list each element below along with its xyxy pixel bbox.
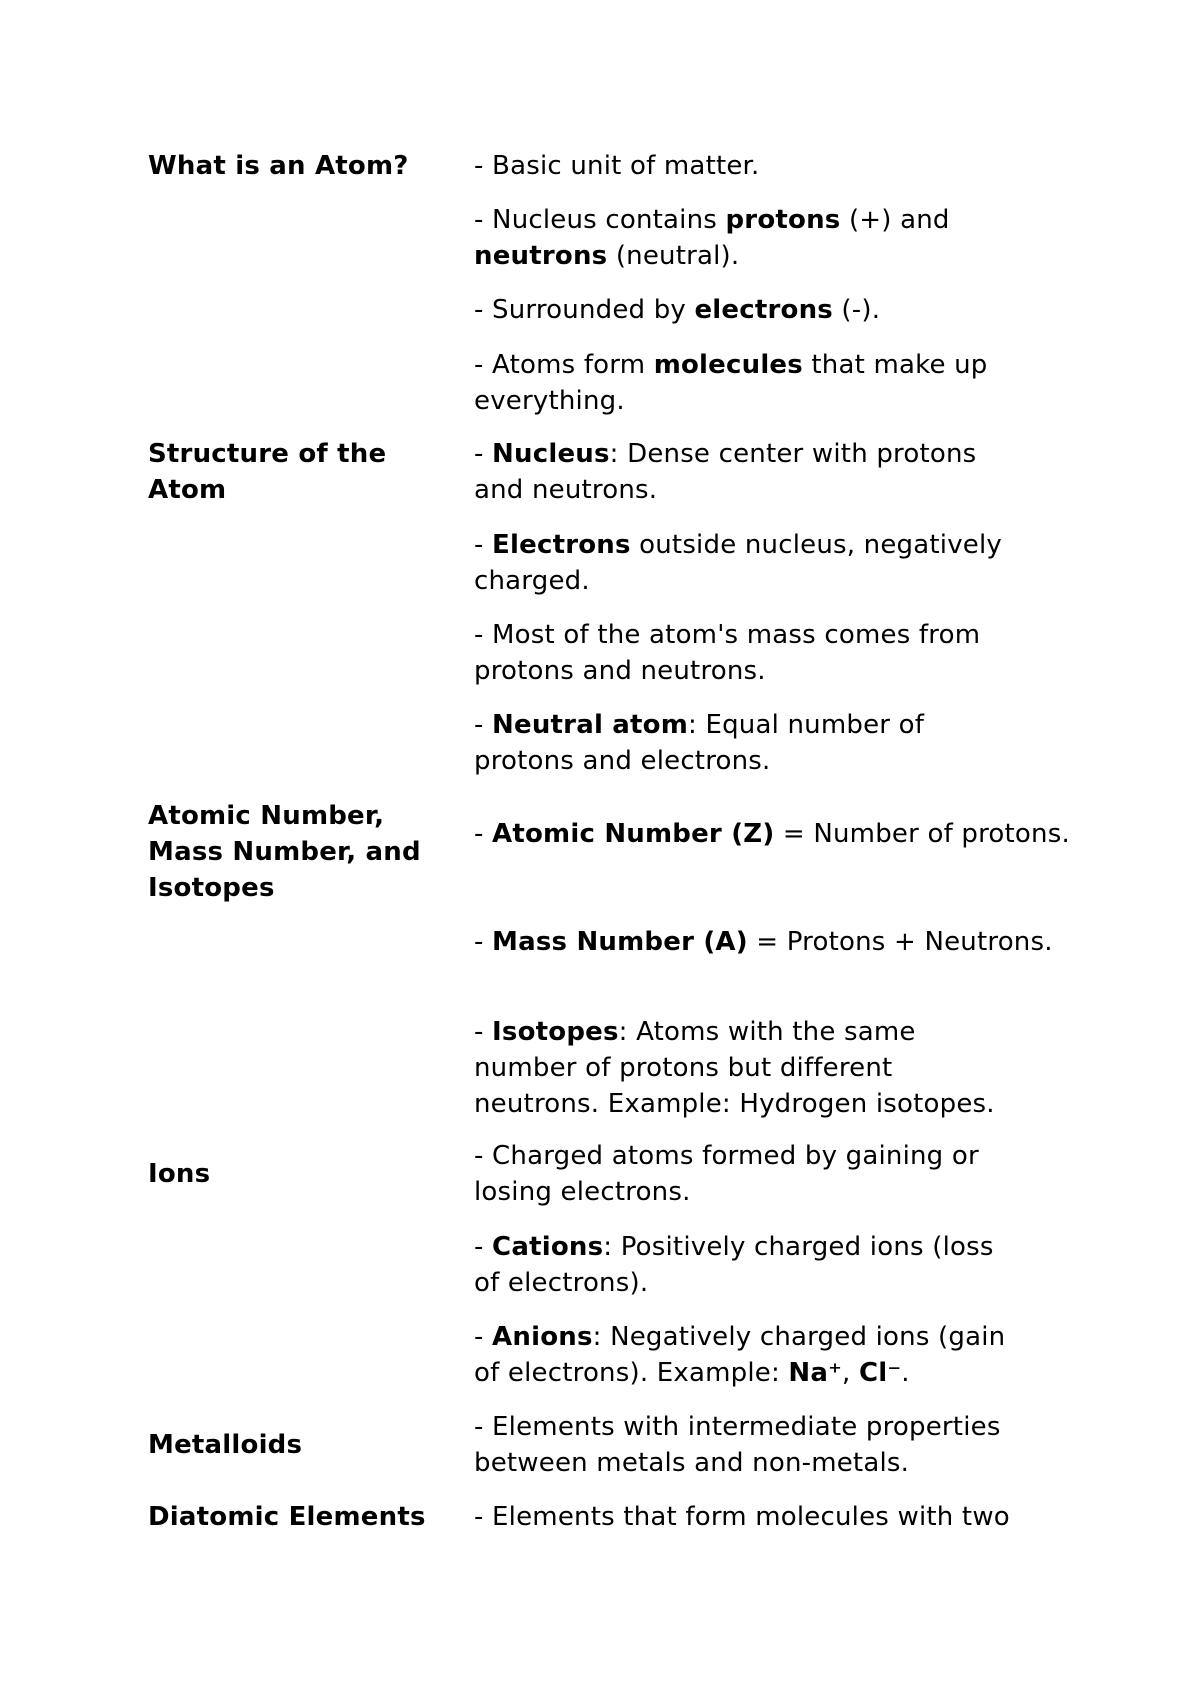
- section-item: - Electrons outside nucleus, negatively charged.: [474, 530, 1002, 596]
- section-term: Atomic Number, Mass Number, and Isotopes: [148, 801, 421, 903]
- section-item: - Mass Number (A) = Protons + Neutrons.: [474, 927, 1053, 957]
- section-term: Metalloids: [148, 1430, 303, 1460]
- section-item: - Nucleus: Dense center with protons and neutrons.: [474, 439, 977, 505]
- section-term: What is an Atom?: [148, 151, 409, 181]
- section-item: - Basic unit of matter.: [474, 151, 760, 181]
- section-item: - Surrounded by electrons (-).: [474, 295, 881, 325]
- section-term: Structure of the Atom: [148, 439, 387, 505]
- section-item: - Anions: Negatively charged ions (gain of electrons). Example: Na⁺, Cl⁻.: [474, 1322, 1006, 1388]
- section-item: - Nucleus contains protons (+) and neutrons (neutral).: [474, 205, 950, 271]
- section-item: - Isotopes: Atoms with the same number of protons but different neutrons. Example: Hydrogen isotopes.: [474, 1017, 995, 1119]
- section-item: - Elements with intermediate properties between metals and non-metals.: [474, 1412, 1001, 1478]
- section-term: Diatomic Elements: [148, 1502, 426, 1532]
- section-item: - Atomic Number (Z) = Number of protons.: [474, 819, 1070, 849]
- section-item: - Neutral atom: Equal number of protons and electrons.: [474, 710, 925, 776]
- section-item: - Most of the atom's mass comes from protons and neutrons.: [474, 620, 981, 686]
- section-item: - Elements that form molecules with two: [474, 1502, 1010, 1532]
- section-item: - Charged atoms formed by gaining or losing electrons.: [474, 1141, 979, 1207]
- section-item: - Atoms form molecules that make up everything.: [474, 350, 988, 416]
- section-item: - Cations: Positively charged ions (loss of electrons).: [474, 1232, 994, 1298]
- section-term: Ions: [148, 1159, 211, 1189]
